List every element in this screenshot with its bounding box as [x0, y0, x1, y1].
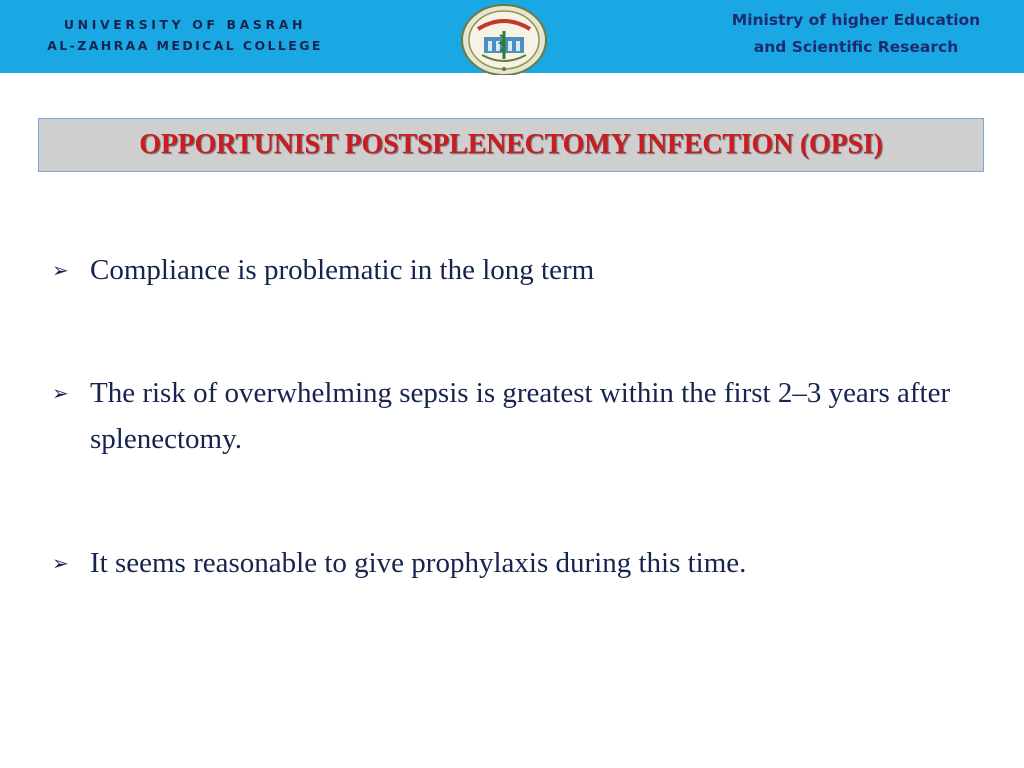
ministry-line-1: Ministry of higher Education [731, 11, 981, 29]
arrow-bullet-icon: ➢ [52, 381, 69, 405]
slide-title-box [38, 118, 984, 172]
bullet-text: It seems reasonable to give prophylaxis during this time. [90, 547, 747, 579]
bullet-text: The risk of overwhelming sepsis is greatest within the first 2–3 years after splenectomy. [90, 377, 951, 455]
bullet-item [52, 540, 982, 586]
ministry-name [706, 7, 1006, 61]
arrow-bullet-icon: ➢ [52, 258, 69, 282]
bullet-item [52, 370, 982, 462]
arrow-bullet-icon: ➢ [52, 551, 69, 575]
slide-title: OPPORTUNIST POSTSPLENECTOMY INFECTION (OPSI) [139, 129, 883, 160]
bullet-text: Compliance is problematic in the long term [90, 254, 595, 286]
bullet-item [52, 247, 982, 293]
college-line-2: AL-ZAHRAA MEDICAL COLLEGE [47, 38, 323, 53]
ministry-line-2: and Scientific Research [753, 38, 959, 56]
header-bar [0, 0, 1024, 73]
university-line-1: UNIVERSITY OF BASRAH [63, 17, 307, 32]
university-name [20, 14, 350, 56]
college-seal-icon [460, 3, 548, 75]
